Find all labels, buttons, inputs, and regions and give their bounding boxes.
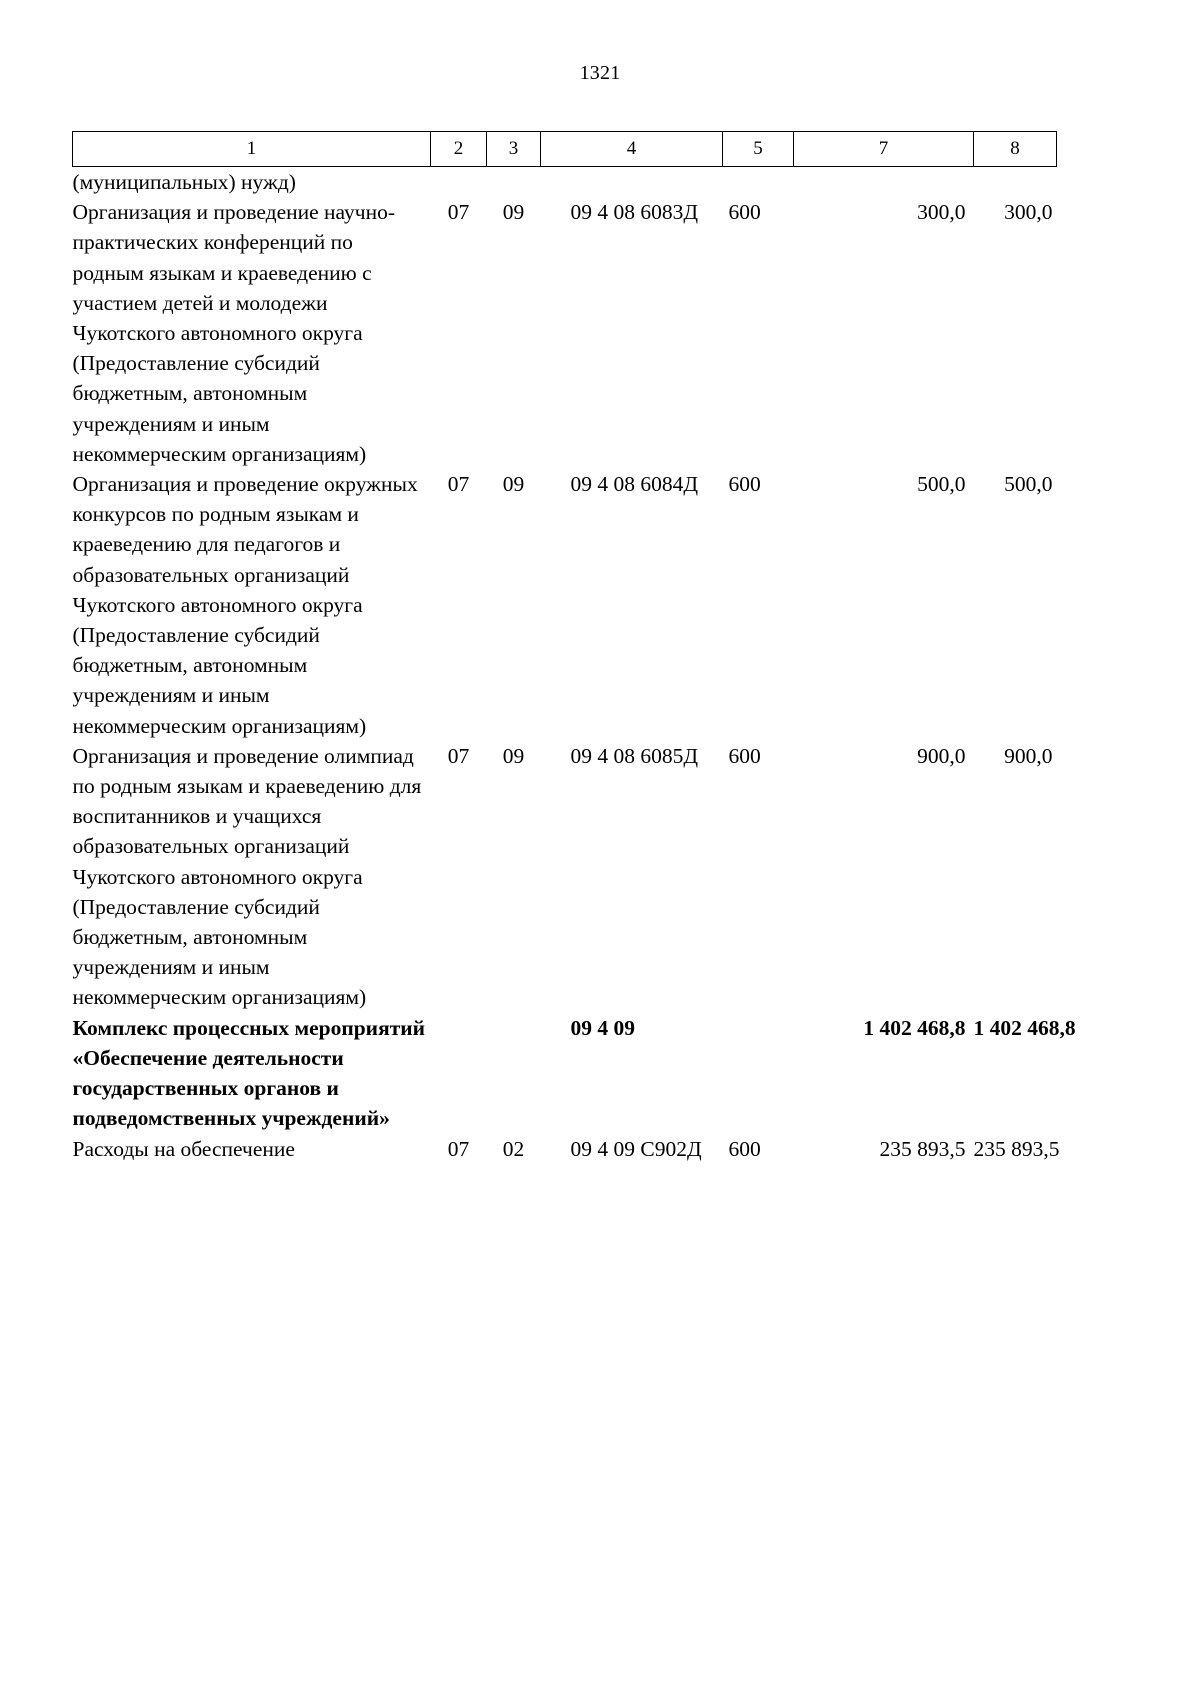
table-row-continued	[73, 167, 1057, 198]
column-header-5: 5	[723, 132, 794, 167]
row-razdel: 07	[447, 472, 470, 497]
row-csr: 09 4 09 С902Д	[570, 1136, 702, 1161]
row-csr: 09 4 08 6084Д	[570, 472, 699, 497]
row-podrazdel: 02	[502, 1136, 525, 1161]
budget-table-wrapper	[72, 131, 1076, 1164]
row-vr: 600	[728, 472, 761, 497]
row-sum-8: 1 402 468,8	[973, 1015, 1076, 1040]
row-name: Организация и проведение окружных конкурсов по родным языкам и краеведению для педагогов и образовательных организаций Чукотского автономного округа (Предоставление субсидий бюджетным, автономным учреждениям и иным некоммерческим организациям)	[72, 472, 418, 738]
column-header-8: 8	[974, 132, 1057, 167]
continued-csr	[541, 167, 723, 198]
row-sum-8: 500,0	[1004, 472, 1053, 497]
continued-fragment-text: (муниципальных) нужд)	[72, 170, 296, 194]
row-vr: 600	[728, 1136, 761, 1161]
row-sum-8: 900,0	[1004, 743, 1053, 768]
row-sum-7: 900,0	[917, 743, 966, 768]
row-name: Комплекс процессных мероприятий «Обеспечение деятельности государственных органов и подведомственных учреждений»	[72, 1015, 426, 1131]
continued-razdel	[431, 167, 487, 198]
column-header-3: 3	[487, 132, 541, 167]
row-sum-7: 500,0	[917, 472, 966, 497]
row-csr: 09 4 08 6085Д	[570, 743, 699, 768]
row-podrazdel	[487, 1013, 541, 1134]
continued-podrazdel	[487, 167, 541, 198]
table-row-section	[73, 1013, 1057, 1134]
row-csr: 09 4 08 6083Д	[570, 200, 699, 225]
row-vr: 600	[728, 743, 761, 768]
row-razdel: 07	[447, 1136, 470, 1161]
continued-sum2	[974, 167, 1057, 198]
row-name: Организация и проведение научно-практических конференций по родным языкам и краеведению с участием детей и молодежи Чукотского автономного округа (Предоставление субсидий бюджетным, автономным учреждениям и иным некоммерческим организациям)	[72, 200, 395, 466]
budget-table	[72, 131, 1076, 1164]
row-sum-7: 1 402 468,8	[863, 1015, 966, 1040]
row-razdel: 07	[447, 743, 470, 768]
row-razdel	[431, 1013, 487, 1134]
table-body	[72, 167, 1076, 1164]
column-header-1: 1	[73, 132, 431, 167]
column-header-4: 4	[541, 132, 723, 167]
row-podrazdel: 09	[502, 200, 525, 225]
row-sum-7: 235 893,5	[879, 1136, 966, 1161]
row-podrazdel: 09	[502, 743, 525, 768]
table-header-row	[73, 132, 1057, 167]
table-row	[73, 197, 1057, 469]
row-sum-8: 235 893,5	[973, 1136, 1060, 1161]
table-header	[73, 132, 1057, 167]
column-header-7: 7	[794, 132, 974, 167]
table-row	[73, 469, 1057, 741]
row-razdel: 07	[447, 200, 470, 225]
continued-vr	[723, 167, 794, 198]
row-sum-7: 300,0	[917, 200, 966, 225]
row-podrazdel: 09	[502, 472, 525, 497]
row-csr: 09 4 09	[570, 1015, 635, 1040]
continued-sum1	[794, 167, 974, 198]
row-vr	[723, 1013, 794, 1134]
column-header-2: 2	[431, 132, 487, 167]
row-sum-8: 300,0	[1004, 200, 1053, 225]
page-number: 1321	[579, 62, 621, 84]
row-name: Организация и проведение олимпиад по родным языкам и краеведению для воспитанников и учащихся образовательных организаций Чукотского автономного округа (Предоставление субсидий бюджетным, автономным учреждениям и иным некоммерческим организациям)	[72, 743, 422, 1010]
row-vr: 600	[728, 200, 761, 225]
table-row	[73, 1134, 1057, 1164]
row-name: Расходы на обеспечение	[72, 1136, 295, 1161]
table-row	[73, 741, 1057, 1013]
